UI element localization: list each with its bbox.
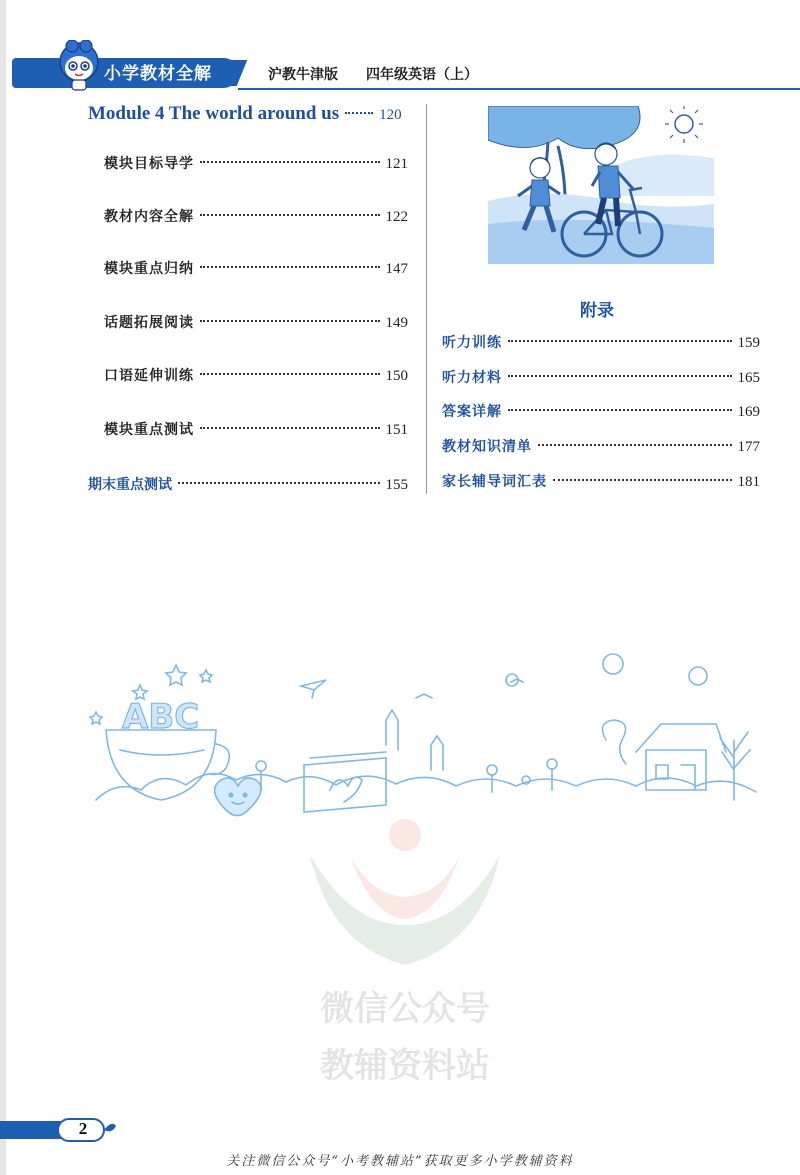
toc-section-page: 151: [385, 422, 408, 438]
toc-section-page: 149: [385, 315, 408, 331]
edition-label: 沪教牛津版: [268, 67, 338, 83]
dot-leader: [200, 161, 380, 163]
toc-section-row[interactable]: [104, 365, 408, 387]
svg-text:ABC: ABC: [122, 697, 200, 737]
watermark-logo: [290, 815, 520, 1095]
toc-module-page: 120: [379, 107, 402, 123]
toc-section-row[interactable]: [104, 419, 408, 441]
appendix-label: 教材知识清单: [442, 439, 532, 455]
grade-label: 四年级英语（上）: [366, 67, 478, 83]
toc-section-row[interactable]: [104, 206, 408, 228]
toc-final-test-label: 期末重点测试: [88, 477, 172, 493]
appendix-row[interactable]: [442, 367, 760, 389]
appendix-title: 附录: [580, 301, 614, 321]
appendix-row[interactable]: [442, 471, 760, 493]
toc-module-title: Module 4 The world around us: [88, 103, 340, 124]
appendix-label: 听力训练: [442, 335, 502, 351]
toc-section-row[interactable]: [104, 312, 408, 334]
dot-leader: [178, 482, 380, 484]
toc-section-row[interactable]: [104, 153, 408, 175]
footer-note: 关注微信公众号“小考教辅站”获取更多小学教辅资料: [226, 1154, 574, 1169]
toc-final-test-row[interactable]: [88, 474, 408, 496]
mascot-icon: [52, 40, 106, 94]
toc-section-page: 121: [385, 156, 408, 172]
toc-section-label: 教材内容全解: [104, 209, 194, 225]
dot-leader: [200, 427, 380, 429]
toc-section-page: 147: [385, 261, 408, 277]
dot-leader: [200, 214, 380, 216]
dot-leader: [508, 409, 732, 411]
column-divider: [426, 104, 427, 494]
dot-leader: [200, 320, 380, 322]
watermark-line2: 教辅资料站: [320, 1046, 490, 1086]
appendix-page: 177: [737, 439, 760, 455]
toc-section-label: 话题拓展阅读: [104, 315, 194, 331]
appendix-row[interactable]: [442, 401, 760, 423]
appendix-page: 159: [737, 335, 760, 351]
appendix-page: 169: [737, 404, 760, 420]
appendix-label: 听力材料: [442, 370, 502, 386]
toc-section-label: 模块重点归纳: [104, 261, 194, 277]
appendix-row[interactable]: [442, 332, 760, 354]
page-number: 2: [78, 1119, 88, 1138]
toc-section-page: 150: [385, 368, 408, 384]
header-rule: [238, 88, 800, 90]
dot-leader: [200, 373, 380, 375]
dot-leader: [345, 112, 373, 114]
dot-leader: [508, 375, 732, 377]
toc-section-page: 122: [385, 209, 408, 225]
toc-module-row[interactable]: [88, 103, 408, 125]
toc-section-label: 口语延伸训练: [104, 368, 194, 384]
dot-leader: [538, 444, 732, 446]
appendix-page: 181: [737, 474, 760, 490]
brand-title: 小学教材全解: [104, 64, 212, 84]
appendix-label: 答案详解: [442, 404, 502, 420]
appendix-row[interactable]: [442, 436, 760, 458]
toc-section-label: 模块目标导学: [104, 156, 194, 172]
dot-leader: [508, 340, 732, 342]
appendix-page: 165: [737, 370, 760, 386]
dot-leader: [553, 479, 732, 481]
children-cycling-illustration: [488, 106, 714, 264]
toc-section-label: 模块重点测试: [104, 422, 194, 438]
appendix-label: 家长辅导词汇表: [442, 474, 547, 490]
toc-section-row[interactable]: [104, 258, 408, 280]
toc-final-test-page: 155: [385, 477, 408, 493]
page-edge-shadow: [0, 0, 6, 1175]
watermark-line1: 微信公众号: [320, 989, 490, 1029]
dot-leader: [200, 266, 380, 268]
